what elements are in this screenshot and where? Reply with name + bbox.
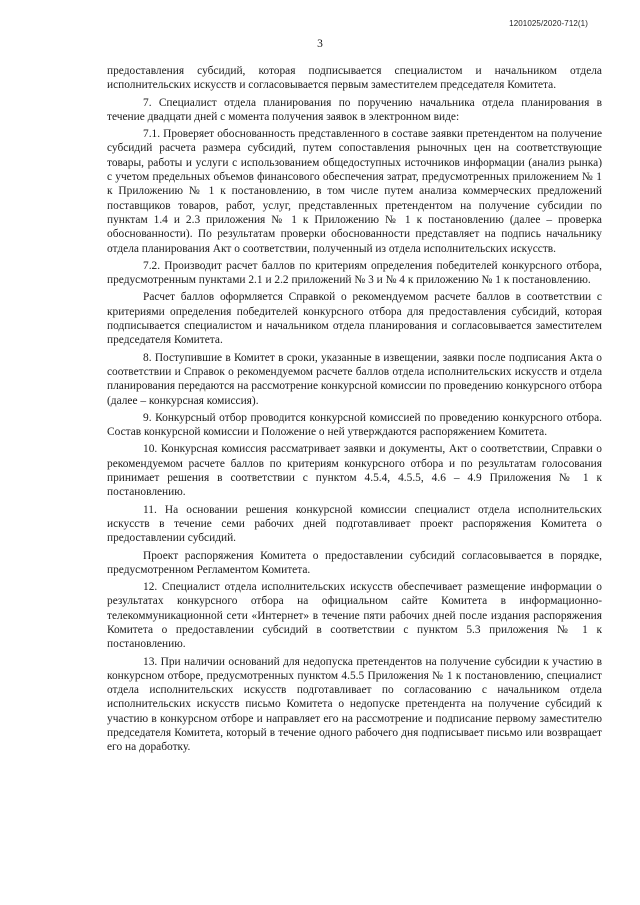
- paragraph: 7. Специалист отдела планирования по поручению начальника отдела планирования в течение двадцати дней с момента получения заявок в электронном виде:: [107, 96, 602, 123]
- paragraph: предоставления субсидий, которая подписывается специалистом и начальником отдела исполнительских искусств и согласовывается первым заместителем председателя Комитета.: [107, 65, 602, 92]
- paragraph: 7.1. Проверяет обоснованность представленного в составе заявки претендентом на получение субсидий расчета размера субсидий, путем сопоставления рыночных цен на соответствующие товары, работы и услуги с использованием общедоступных источников информации (анализ рынка) с учетом предельных объемов финансового обеспечения затрат, предусмотренных приложением № 1 к Приложению № 1 к постановлению, в том числе путем анализа коммерческих предложений поставщиков товаров, работ, услуг, представленных претендентом на получение субсидии по пунктам 1.4 и 2.3 приложения № 1 к Приложению № 1 к постановлению (далее – проверка обоснованности). По результатам проверки обоснованности представляет на подпись начальнику отдела планирования Акт о соответствии, полученный из отдела исполнительских искусств.: [107, 128, 602, 255]
- paragraph: 13. При наличии оснований для недопуска претендентов на получение субсидии к участию в конкурсном отборе, предусмотренных пунктом 4.5.5 Приложения № 1 к постановлению, специалист отдела исполнительских искусств подготавливает по согласованию с начальником отдела исполнительских искусств письмо Комитета о недопуске претендента на получение субсидий к участию в конкурсном отборе и направляет его на рассмотрение и подписание первому заместителю председателя Комитета, который в течение одного рабочего дня подписывает письмо или возвращает его на доработку.: [107, 655, 602, 754]
- paragraph: 9. Конкурсный отбор проводится конкурсной комиссией по проведению конкурсного отбора. Состав конкурсной комиссии и Положение о ней утверждаются распоряжением Комитета.: [107, 411, 602, 439]
- paragraph: Расчет баллов оформляется Справкой о рекомендуемом расчете баллов в соответствии с критериями определения победителей конкурсного отбора для предоставления субсидий, которая подписывается специалистом и начальником отдела планирования и согласовывается заместителем председателя Комитета.: [107, 291, 602, 347]
- document-body: [107, 64, 602, 758]
- paragraph: 8. Поступившие в Комитет в сроки, указанные в извещении, заявки после подписания Акта о соответствии и Справок о рекомендуемом расчете баллов отдела исполнительских искусств и отдела планирования передаются на рассмотрение конкурсной комиссии по проведению конкурсного отбора (далее – конкурсная комиссия).: [107, 351, 602, 407]
- page-number: 3: [317, 38, 323, 50]
- paragraph: 7.2. Производит расчет баллов по критериям определения победителей конкурсного отбора, предусмотренным пунктами 2.1 и 2.2 приложений № 3 и № 4 к приложению № 1 к постановлению.: [107, 259, 602, 287]
- paragraph: 12. Специалист отдела исполнительских искусств обеспечивает размещение информации о результатах конкурсного отбора на официальном сайте Комитета в информационно-телекоммуникационной сети «Интернет» в течение пяти рабочих дней после издания распоряжения Комитета о предоставлении субсидий в соответствии с пунктом 5.3 приложения № 1 к постановлению.: [107, 581, 602, 651]
- paragraph: Проект распоряжения Комитета о предоставлении субсидий согласовывается в порядке, предусмотренном Регламентом Комитета.: [107, 549, 602, 576]
- document-number: 1201025/2020-712(1): [509, 19, 588, 28]
- paragraph: 10. Конкурсная комиссия рассматривает заявки и документы, Акт о соответствии, Справки о рекомендуемом расчете баллов по критериям конкурсного отбора и по результатам голосования принимает решения в соответствии с пунктом 4.5.4, 4.5.5, 4.6 – 4.9 Приложения № 1 к постановлению.: [107, 443, 602, 499]
- paragraph: 11. На основании решения конкурсной комиссии специалист отдела исполнительских искусств в течение семи рабочих дней подготавливает проект распоряжения Комитета о предоставлении субсидий.: [107, 503, 602, 545]
